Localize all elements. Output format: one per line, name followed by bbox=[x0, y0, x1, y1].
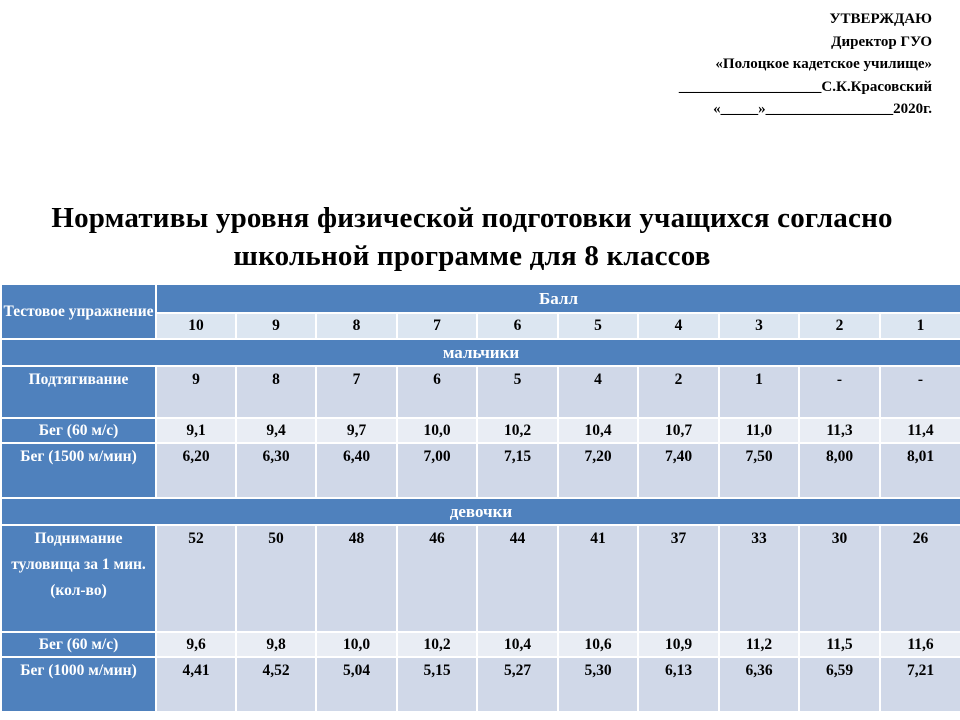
value-cell: 6,40 bbox=[316, 443, 397, 498]
value-cell: 48 bbox=[316, 525, 397, 632]
section-row-boys bbox=[1, 339, 960, 366]
value-cell: 7,21 bbox=[880, 657, 960, 712]
approval-block bbox=[679, 8, 932, 121]
score-cell: 2 bbox=[799, 313, 880, 339]
value-cell: 10,0 bbox=[316, 632, 397, 657]
exercise-name: Бег (60 м/с) bbox=[1, 418, 156, 443]
value-cell: 6 bbox=[397, 366, 477, 418]
test-header: Тестовое упражнение bbox=[1, 284, 156, 339]
value-cell: 11,4 bbox=[880, 418, 960, 443]
value-cell: 7,50 bbox=[719, 443, 799, 498]
table-row bbox=[1, 632, 960, 657]
value-cell: 6,36 bbox=[719, 657, 799, 712]
value-cell: 10,4 bbox=[558, 418, 638, 443]
value-cell: 4,52 bbox=[236, 657, 316, 712]
value-cell: 52 bbox=[156, 525, 236, 632]
section-row-girls bbox=[1, 498, 960, 525]
exercise-name: Бег (60 м/с) bbox=[1, 632, 156, 657]
value-cell: 46 bbox=[397, 525, 477, 632]
table-row bbox=[1, 443, 960, 498]
value-cell: 6,30 bbox=[236, 443, 316, 498]
table-row bbox=[1, 657, 960, 712]
section-label-girls: девочки bbox=[1, 498, 960, 525]
title-line-1: Нормативы уровня физической подготовки учащихся согласно bbox=[51, 202, 893, 234]
section-label-boys: мальчики bbox=[1, 339, 960, 366]
value-cell: 33 bbox=[719, 525, 799, 632]
score-cell: 7 bbox=[397, 313, 477, 339]
value-cell: 6,13 bbox=[638, 657, 719, 712]
value-cell: 37 bbox=[638, 525, 719, 632]
score-cell: 8 bbox=[316, 313, 397, 339]
value-cell: 8 bbox=[236, 366, 316, 418]
value-cell: 5,04 bbox=[316, 657, 397, 712]
table-row bbox=[1, 525, 960, 632]
value-cell: 7,00 bbox=[397, 443, 477, 498]
value-cell: 6,59 bbox=[799, 657, 880, 712]
value-cell: 7,40 bbox=[638, 443, 719, 498]
value-cell: 41 bbox=[558, 525, 638, 632]
value-cell: 11,0 bbox=[719, 418, 799, 443]
approval-organization: «Полоцкое кадетское училище» bbox=[715, 56, 932, 72]
score-cell: 4 bbox=[638, 313, 719, 339]
exercise-name: Бег (1500 м/мин) bbox=[1, 443, 156, 498]
score-cell: 5 bbox=[558, 313, 638, 339]
score-cell: 1 bbox=[880, 313, 960, 339]
value-cell: 11,6 bbox=[880, 632, 960, 657]
value-cell: 7 bbox=[316, 366, 397, 418]
value-cell: 5,27 bbox=[477, 657, 558, 712]
value-cell: 6,20 bbox=[156, 443, 236, 498]
score-cell: 3 bbox=[719, 313, 799, 339]
approval-signature: ___________________С.К.Красовский bbox=[678, 78, 932, 95]
value-cell: 10,4 bbox=[477, 632, 558, 657]
value-cell: 11,2 bbox=[719, 632, 799, 657]
value-cell: 9 bbox=[156, 366, 236, 418]
value-cell: 10,9 bbox=[638, 632, 719, 657]
exercise-name: Подтягивание bbox=[1, 366, 156, 418]
approval-date: «_____»_________________2020г. bbox=[713, 101, 932, 117]
page-title bbox=[0, 199, 944, 275]
value-cell: 5,30 bbox=[558, 657, 638, 712]
value-cell: 5,15 bbox=[397, 657, 477, 712]
score-cell: 6 bbox=[477, 313, 558, 339]
approval-position: Директор ГУО bbox=[831, 33, 932, 50]
table-body bbox=[1, 284, 960, 712]
value-cell: 10,2 bbox=[477, 418, 558, 443]
score-cell: 9 bbox=[236, 313, 316, 339]
header-row bbox=[1, 284, 960, 313]
title-line-2: школьной программе для 8 классов bbox=[233, 240, 711, 272]
value-cell: 4 bbox=[558, 366, 638, 418]
value-cell: 9,8 bbox=[236, 632, 316, 657]
exercise-name: Поднимание туловища за 1 мин. (кол-во) bbox=[1, 525, 156, 632]
value-cell: 8,00 bbox=[799, 443, 880, 498]
value-cell: 5 bbox=[477, 366, 558, 418]
value-cell: 11,5 bbox=[799, 632, 880, 657]
value-cell: 4,41 bbox=[156, 657, 236, 712]
value-cell: 30 bbox=[799, 525, 880, 632]
value-cell: 26 bbox=[880, 525, 960, 632]
table-row bbox=[1, 366, 960, 418]
score-header: Балл bbox=[156, 284, 960, 313]
value-cell: 50 bbox=[236, 525, 316, 632]
value-cell: 9,7 bbox=[316, 418, 397, 443]
approval-title: УТВЕРЖДАЮ bbox=[829, 11, 932, 27]
norms-table bbox=[0, 283, 960, 713]
value-cell: 11,3 bbox=[799, 418, 880, 443]
value-cell: - bbox=[880, 366, 960, 418]
value-cell: 10,7 bbox=[638, 418, 719, 443]
value-cell: 44 bbox=[477, 525, 558, 632]
table-row bbox=[1, 418, 960, 443]
value-cell: 9,6 bbox=[156, 632, 236, 657]
exercise-name: Бег (1000 м/мин) bbox=[1, 657, 156, 712]
value-cell: 8,01 bbox=[880, 443, 960, 498]
value-cell: 2 bbox=[638, 366, 719, 418]
value-cell: 7,20 bbox=[558, 443, 638, 498]
value-cell: - bbox=[799, 366, 880, 418]
value-cell: 10,0 bbox=[397, 418, 477, 443]
score-cell: 10 bbox=[156, 313, 236, 339]
value-cell: 9,4 bbox=[236, 418, 316, 443]
value-cell: 7,15 bbox=[477, 443, 558, 498]
value-cell: 10,6 bbox=[558, 632, 638, 657]
value-cell: 10,2 bbox=[397, 632, 477, 657]
value-cell: 9,1 bbox=[156, 418, 236, 443]
value-cell: 1 bbox=[719, 366, 799, 418]
